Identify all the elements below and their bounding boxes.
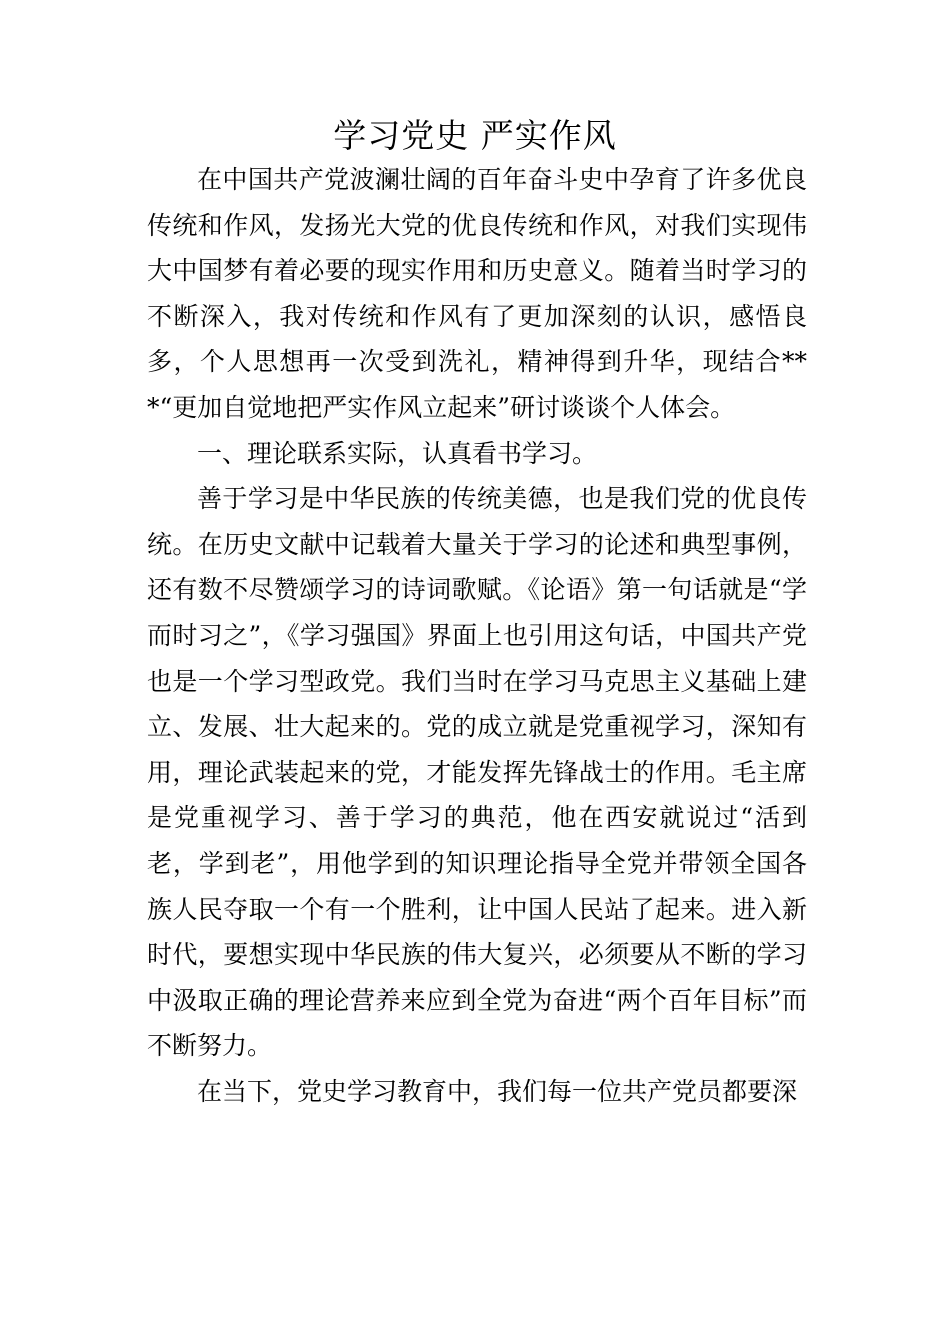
paragraph-intro: 在中国共产党波澜壮阔的百年奋斗史中孕育了许多优良传统和作风，发扬光大党的优良传统和作风，对我们实现伟大中国梦有着必要的现实作用和历史意义。随着当时学习的不断深入，我对传统和作风有了更加深刻的认识，感悟良多，个人思想再一次受到洗礼，精神得到升华，现结合***“更加自觉地把严实作风立起来”研讨谈谈个人体会。 <box>147 165 807 422</box>
section-heading: 一、理论联系实际，认真看书学习。 <box>197 438 598 468</box>
paragraph-current: 在当下，党史学习教育中，我们每一位共产党员都要深 <box>197 1076 798 1106</box>
document-body <box>147 157 807 1114</box>
paragraph-study: 善于学习是中华民族的传统美德，也是我们党的优良传统。在历史文献中记载着大量关于学习的论述和典型事例，还有数不尽赞颂学习的诗词歌赋。《论语》第一句话就是“学而时习之”，《学习强国》界面上也引用这句话，中国共产党也是一个学习型政党。我们当时在学习马克思主义基础上建立、发展、壮大起来的。党的成立就是党重视学习，深知有用，理论武装起来的党，才能发挥先锋战士的作用。毛主席是党重视学习、善于学习的典范，他在西安就说过“活到老，学到老”，用他学到的知识理论指导全党并带领全国各族人民夺取一个有一个胜利，让中国人民站了起来。进入新时代，要想实现中华民族的伟大复兴，必须要从不断的学习中汲取正确的理论营养来应到全党为奋进“两个百年目标”而不断努力。 <box>147 484 807 1061</box>
document-title: 学习党史 严实作风 <box>333 116 617 155</box>
